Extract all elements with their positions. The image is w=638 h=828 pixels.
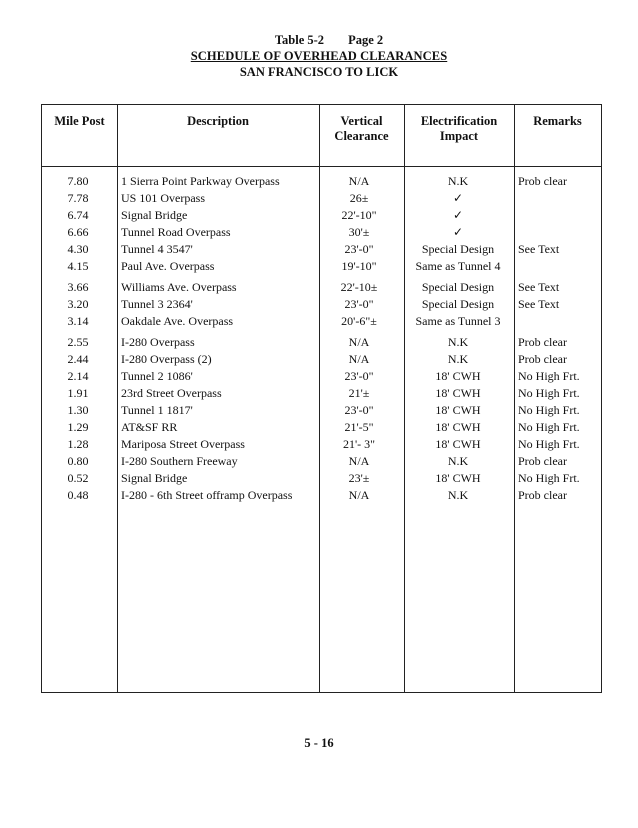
cell-mile-post: 7.78: [67, 191, 89, 205]
document-title: SCHEDULE OF OVERHEAD CLEARANCES: [190, 49, 448, 63]
column-header-remarks-label: Remarks: [533, 114, 582, 128]
cell-description: I-280 Overpass (2): [121, 352, 212, 366]
cell-vertical: N/A: [348, 352, 370, 366]
cell-remarks: No High Frt.: [518, 403, 580, 417]
cell-electrification: N.K: [447, 488, 469, 502]
cell-mile-post: 4.30: [67, 242, 89, 256]
page-number: 5 - 16: [304, 736, 334, 750]
cell-remarks: See Text: [518, 242, 560, 256]
cell-electrification: ✓: [452, 208, 464, 222]
cell-electrification: 18' CWH: [435, 471, 481, 485]
cell-electrification: ✓: [452, 191, 464, 205]
cell-description: Signal Bridge: [121, 471, 188, 485]
cell-mile-post: 3.66: [67, 280, 89, 294]
cell-description: Signal Bridge: [121, 208, 188, 222]
cell-description: Paul Ave. Overpass: [121, 259, 215, 273]
cell-mile-post: 1.91: [67, 386, 89, 400]
cell-vertical: 26±: [349, 191, 369, 205]
cell-electrification: N.K: [447, 174, 469, 188]
cell-electrification: 18' CWH: [435, 437, 481, 451]
cell-mile-post: 2.44: [67, 352, 89, 366]
cell-electrification: Same as Tunnel 3: [415, 314, 501, 328]
cell-remarks: Prob clear: [518, 352, 567, 366]
cell-description: Tunnel 3 2364': [121, 297, 193, 311]
table-body: [42, 105, 601, 692]
cell-mile-post: 1.30: [67, 403, 89, 417]
cell-electrification: N.K: [447, 454, 469, 468]
cell-vertical: 21'- 3": [342, 437, 376, 451]
cell-vertical: 23'-0": [344, 403, 374, 417]
cell-remarks: Prob clear: [518, 454, 567, 468]
column-header-mile-post-label: Mile Post: [54, 114, 105, 128]
cell-remarks: No High Frt.: [518, 369, 580, 383]
cell-description: I-280 Southern Freeway: [121, 454, 238, 468]
cell-remarks: See Text: [518, 297, 560, 311]
cell-description: Tunnel 4 3547': [121, 242, 193, 256]
cell-mile-post: 4.15: [67, 259, 89, 273]
cell-description: Williams Ave. Overpass: [121, 280, 237, 294]
cell-mile-post: 6.74: [67, 208, 89, 222]
column-header-vertical-line2: Clearance: [334, 129, 389, 143]
cell-electrification: 18' CWH: [435, 420, 481, 434]
cell-description: 23rd Street Overpass: [121, 386, 222, 400]
cell-mile-post: 1.29: [67, 420, 89, 434]
cell-electrification: N.K: [447, 335, 469, 349]
cell-electrification: 18' CWH: [435, 403, 481, 417]
table-label: Table 5-2: [274, 33, 325, 47]
cell-remarks: Prob clear: [518, 488, 567, 502]
cell-remarks: Prob clear: [518, 174, 567, 188]
cell-mile-post: 2.55: [67, 335, 89, 349]
cell-mile-post: 0.52: [67, 471, 89, 485]
cell-description: I-280 - 6th Street offramp Overpass: [121, 488, 293, 502]
cell-vertical: N/A: [348, 488, 370, 502]
cell-vertical: 30'±: [348, 225, 370, 239]
column-header-electrification-line1: Electrification: [420, 114, 498, 128]
cell-vertical: 23'±: [348, 471, 370, 485]
column-header-electrification-line2: Impact: [439, 129, 479, 143]
cell-remarks: No High Frt.: [518, 471, 580, 485]
cell-description: I-280 Overpass: [121, 335, 195, 349]
cell-vertical: 21'±: [348, 386, 370, 400]
cell-description: 1 Sierra Point Parkway Overpass: [121, 174, 280, 188]
cell-mile-post: 3.14: [67, 314, 89, 328]
cell-vertical: N/A: [348, 335, 370, 349]
cell-electrification: Special Design: [421, 242, 495, 256]
cell-electrification: N.K: [447, 352, 469, 366]
page-label: Page 2: [348, 33, 384, 47]
cell-remarks: No High Frt.: [518, 437, 580, 451]
cell-electrification: ✓: [452, 225, 464, 239]
cell-remarks: See Text: [518, 280, 560, 294]
cell-vertical: 23'-0": [344, 369, 374, 383]
cell-electrification: 18' CWH: [435, 369, 481, 383]
cell-mile-post: 6.66: [67, 225, 89, 239]
cell-electrification: Special Design: [421, 280, 495, 294]
cell-mile-post: 3.20: [67, 297, 89, 311]
cell-description: Tunnel 2 1086': [121, 369, 193, 383]
cell-electrification: 18' CWH: [435, 386, 481, 400]
cell-remarks: Prob clear: [518, 335, 567, 349]
cell-description: Oakdale Ave. Overpass: [121, 314, 234, 328]
cell-mile-post: 0.80: [67, 454, 89, 468]
cell-description: Mariposa Street Overpass: [121, 437, 245, 451]
cell-electrification: Same as Tunnel 4: [415, 259, 501, 273]
cell-vertical: 20'-6"±: [341, 314, 377, 328]
cell-mile-post: 2.14: [67, 369, 89, 383]
clearance-table: [41, 104, 602, 693]
document-subtitle: SAN FRANCISCO TO LICK: [239, 65, 399, 79]
cell-mile-post: 1.28: [67, 437, 89, 451]
cell-mile-post: 7.80: [67, 174, 89, 188]
column-header-description-label: Description: [187, 114, 249, 128]
cell-remarks: No High Frt.: [518, 420, 580, 434]
column-header-vertical-line1: Vertical: [340, 114, 383, 128]
cell-description: Tunnel 1 1817': [121, 403, 193, 417]
cell-mile-post: 0.48: [67, 488, 89, 502]
cell-description: US 101 Overpass: [121, 191, 205, 205]
cell-vertical: N/A: [348, 454, 370, 468]
cell-vertical: 22'-10±: [340, 280, 378, 294]
cell-vertical: N/A: [348, 174, 370, 188]
table-label-line: [10, 32, 638, 48]
cell-electrification: Special Design: [421, 297, 495, 311]
cell-description: Tunnel Road Overpass: [121, 225, 231, 239]
cell-description: AT&SF RR: [121, 420, 178, 434]
cell-vertical: 22'-10": [341, 208, 377, 222]
cell-vertical: 21'-5": [344, 420, 374, 434]
cell-remarks: No High Frt.: [518, 386, 580, 400]
cell-vertical: 23'-0": [344, 297, 374, 311]
document-header: [0, 32, 638, 80]
cell-vertical: 19'-10": [341, 259, 377, 273]
cell-vertical: 23'-0": [344, 242, 374, 256]
